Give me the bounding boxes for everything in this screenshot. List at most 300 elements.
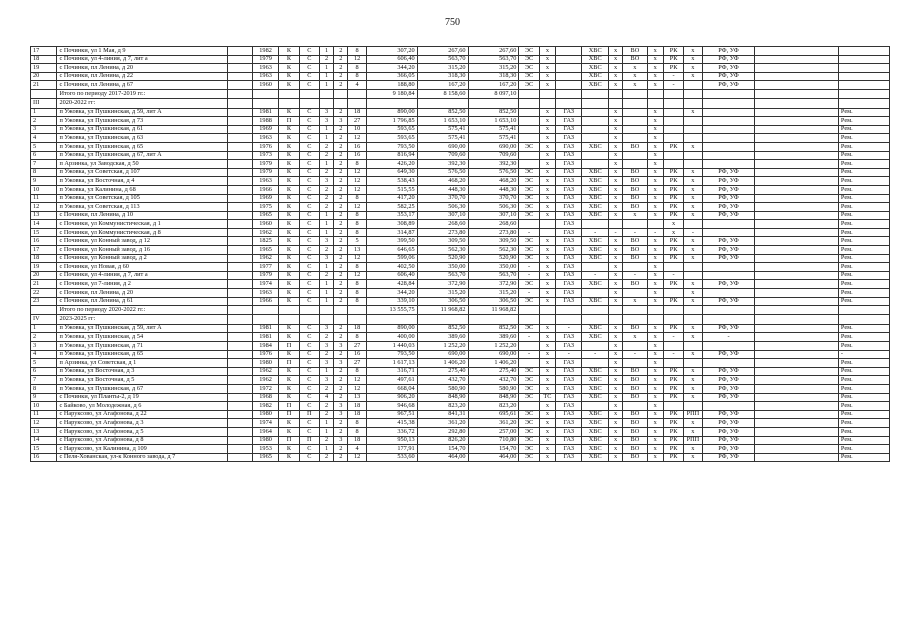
cell-drain-x: РПП <box>684 436 702 445</box>
cell-drain: РК <box>663 324 683 333</box>
cell-floors: 3 <box>334 410 348 419</box>
cell-wall-material: П <box>279 402 299 411</box>
cell-floors: 3 <box>334 436 348 445</box>
cell-entrances: 3 <box>320 117 334 126</box>
cell-type-mark <box>228 220 252 229</box>
cell-hot-water: х <box>608 194 622 203</box>
cell-year-built: 1982 <box>252 402 278 411</box>
cell-wall-material: К <box>279 280 299 289</box>
cell-sewerage: х <box>623 211 647 220</box>
cell-type-mark <box>228 376 252 385</box>
cell-drain-x <box>684 125 702 134</box>
cell-residential-area: 315,20 <box>468 64 519 73</box>
cell-row-number: 12 <box>31 419 57 428</box>
cell-cold-water: ХВС <box>582 453 608 462</box>
cell-residential-area: 154,70 <box>468 445 519 454</box>
cell-residential-area: 315,20 <box>468 289 519 298</box>
cell-repair: Рем. <box>838 445 889 454</box>
cell-wall-material: К <box>279 108 299 117</box>
cell-heating: х <box>539 280 555 289</box>
cell-empty <box>320 306 334 315</box>
cell-empty <box>519 306 539 315</box>
cell-drain-x: х <box>684 333 702 342</box>
cell-floors: 2 <box>334 211 348 220</box>
cell-repair <box>838 55 889 64</box>
table-row <box>31 445 890 454</box>
cell-year-built: 1962 <box>252 376 278 385</box>
cell-type-mark <box>228 297 252 306</box>
cell-wall-material: К <box>279 142 299 151</box>
cell-type-mark <box>228 427 252 436</box>
cell-roof-material: С <box>299 342 319 351</box>
cell-address: п Ужовка, ул Восточная, д 3 <box>57 367 228 376</box>
cell-empty <box>334 89 348 98</box>
cell-entrances: 2 <box>320 203 334 212</box>
cell-address: п Ужовка, ул Пушкинская, д 67 <box>57 384 228 393</box>
cell-sewerage <box>623 359 647 368</box>
cell-drain: РК <box>663 453 683 462</box>
cell-row-number: 11 <box>31 410 57 419</box>
cell-address: п Ужовка, ул Восточная, д 4 <box>57 177 228 186</box>
cell-drain: РК <box>663 142 683 151</box>
cell-electric: ЭС <box>519 254 539 263</box>
period-total-label: Итого по периоду 2017-2019 гг.: <box>57 89 228 98</box>
cell-address: п Ужовка, ул Пушкинская, д 59, лит А <box>57 324 228 333</box>
cell-extra <box>755 427 838 436</box>
cell-repair: Рем. <box>838 410 889 419</box>
cell-repair: Рем. <box>838 436 889 445</box>
cell-apartments: 18 <box>348 402 366 411</box>
period-section-row <box>31 314 890 324</box>
living-area-sum: 8 158,60 <box>417 89 468 98</box>
cell-total-area: 399,50 <box>366 237 417 246</box>
cell-type-mark <box>228 72 252 81</box>
cell-sewerage: ВО <box>623 237 647 246</box>
cell-drain-x: х <box>684 108 702 117</box>
cell-hot-water: х <box>608 47 622 56</box>
cell-floors: 2 <box>334 393 348 402</box>
cell-empty <box>663 306 683 315</box>
cell-entrances: 3 <box>320 342 334 351</box>
cell-residential-area: 350,00 <box>468 263 519 272</box>
cell-type-mark <box>228 254 252 263</box>
cell-repair: Рем. <box>838 168 889 177</box>
cell-extra <box>755 280 838 289</box>
cell-heating: х <box>539 81 555 90</box>
cell-drain-x: х <box>684 445 702 454</box>
cell-drain <box>663 342 683 351</box>
cell-apartments: 27 <box>348 117 366 126</box>
cell-type-mark <box>228 237 252 246</box>
cell-empty <box>334 306 348 315</box>
cell-sewer-x: х <box>647 125 663 134</box>
cell-cold-water: - <box>582 271 608 280</box>
cell-type-mark <box>228 289 252 298</box>
cell-empty <box>539 98 555 108</box>
cell-facade: РФ, УФ <box>702 384 755 393</box>
cell-wall-material: К <box>279 134 299 143</box>
cell-apartments: 12 <box>348 384 366 393</box>
cell-extra <box>755 350 838 359</box>
cell-cold-water <box>582 134 608 143</box>
cell-year-built: 1982 <box>252 47 278 56</box>
cell-empty <box>647 314 663 324</box>
cell-living-area: 576,50 <box>417 168 468 177</box>
cell-apartments: 12 <box>348 134 366 143</box>
cell-apartments: 18 <box>348 410 366 419</box>
cell-drain-x: - <box>684 228 702 237</box>
cell-residential-area: 520,90 <box>468 254 519 263</box>
cell-facade <box>702 228 755 237</box>
cell-drain: РК <box>663 384 683 393</box>
cell-empty <box>702 314 755 324</box>
cell-empty <box>539 306 555 315</box>
cell-heating: х <box>539 254 555 263</box>
cell-facade: РФ, УФ <box>702 376 755 385</box>
cell-living-area: 575,41 <box>417 134 468 143</box>
cell-row-number: 23 <box>31 297 57 306</box>
cell-sewerage <box>623 151 647 160</box>
cell-electric <box>519 160 539 169</box>
cell-repair: Рем. <box>838 333 889 342</box>
cell-wall-material: К <box>279 64 299 73</box>
cell-gas: ГАЗ <box>556 342 582 351</box>
cell-floors: 2 <box>334 81 348 90</box>
cell-sewer-x: х <box>647 289 663 298</box>
cell-drain-x <box>684 151 702 160</box>
cell-hot-water: х <box>608 237 622 246</box>
cell-floors: 2 <box>334 271 348 280</box>
cell-electric: ЭС <box>519 177 539 186</box>
cell-extra <box>755 384 838 393</box>
cell-residential-area: 392,30 <box>468 160 519 169</box>
cell-heating: х <box>539 203 555 212</box>
cell-floors: 2 <box>334 55 348 64</box>
cell-heating: х <box>539 55 555 64</box>
cell-residential-area: 710,80 <box>468 436 519 445</box>
cell-empty <box>755 98 838 108</box>
cell-type-mark <box>228 117 252 126</box>
cell-floors: 2 <box>334 419 348 428</box>
cell-entrances: 1 <box>320 445 334 454</box>
cell-facade: РФ, УФ <box>702 393 755 402</box>
cell-facade: РФ, УФ <box>702 55 755 64</box>
cell-drain: - <box>663 72 683 81</box>
cell-living-area: 464,00 <box>417 453 468 462</box>
cell-repair: Рем. <box>838 125 889 134</box>
page-number: 750 <box>445 17 460 28</box>
cell-hot-water: х <box>608 384 622 393</box>
cell-heating: х <box>539 211 555 220</box>
cell-roof-material: С <box>299 47 319 56</box>
cell-facade <box>702 142 755 151</box>
cell-address: п Ужовка, ул Пушкинская, д 65 <box>57 350 228 359</box>
cell-wall-material: К <box>279 263 299 272</box>
cell-heating: х <box>539 263 555 272</box>
cell-drain: РК <box>663 211 683 220</box>
cell-floors: 2 <box>334 177 348 186</box>
period-section-row <box>31 98 890 108</box>
cell-apartments: 8 <box>348 333 366 342</box>
cell-apartments: 8 <box>348 160 366 169</box>
cell-cold-water <box>582 160 608 169</box>
cell-repair: Рем. <box>838 254 889 263</box>
cell-total-area: 946,68 <box>366 402 417 411</box>
cell-floors: 2 <box>334 108 348 117</box>
cell-extra <box>755 393 838 402</box>
cell-total-area: 400,00 <box>366 333 417 342</box>
cell-sewer-x: х <box>647 410 663 419</box>
cell-empty <box>755 89 838 98</box>
cell-empty <box>623 306 647 315</box>
cell-row-number: 14 <box>31 436 57 445</box>
cell-cold-water: ХВС <box>582 436 608 445</box>
cell-sewerage: ВО <box>623 47 647 56</box>
cell-empty <box>299 98 319 108</box>
cell-repair: Рем. <box>838 324 889 333</box>
cell-drain: РК <box>663 427 683 436</box>
cell-facade: РФ, УФ <box>702 72 755 81</box>
cell-drain <box>663 151 683 160</box>
cell-facade: РФ, УФ <box>702 246 755 255</box>
cell-entrances: 1 <box>320 160 334 169</box>
cell-total-area: 950,13 <box>366 436 417 445</box>
cell-sewer-x: х <box>647 194 663 203</box>
cell-total-area: 344,20 <box>366 289 417 298</box>
table-row <box>31 55 890 64</box>
cell-cold-water: ХВС <box>582 254 608 263</box>
cell-sewerage: ВО <box>623 419 647 428</box>
cell-drain-x: х <box>684 142 702 151</box>
cell-facade <box>702 359 755 368</box>
cell-apartments: 12 <box>348 168 366 177</box>
cell-living-area: 154,70 <box>417 445 468 454</box>
cell-extra <box>755 419 838 428</box>
cell-floors: 2 <box>334 160 348 169</box>
cell-floors: 2 <box>334 134 348 143</box>
cell-hot-water: х <box>608 427 622 436</box>
cell-repair <box>838 81 889 90</box>
cell-extra <box>755 324 838 333</box>
cell-repair: Рем. <box>838 376 889 385</box>
cell-drain: - <box>663 81 683 90</box>
cell-heating: х <box>539 160 555 169</box>
cell-empty <box>519 89 539 98</box>
cell-facade: РФ, УФ <box>702 367 755 376</box>
table-row <box>31 211 890 220</box>
cell-entrances: 4 <box>320 393 334 402</box>
cell-empty <box>755 314 838 324</box>
cell-heating: х <box>539 72 555 81</box>
cell-sewerage: х <box>623 81 647 90</box>
cell-empty <box>608 98 622 108</box>
cell-empty <box>663 89 683 98</box>
cell-facade: РФ, УФ <box>702 436 755 445</box>
cell-drain <box>663 402 683 411</box>
cell-facade <box>702 263 755 272</box>
cell-entrances: 1 <box>320 367 334 376</box>
table-row <box>31 134 890 143</box>
cell-wall-material: К <box>279 211 299 220</box>
cell-gas: ГАЗ <box>556 220 582 229</box>
cell-cold-water <box>582 402 608 411</box>
cell-drain-x <box>684 271 702 280</box>
cell-empty <box>348 89 366 98</box>
cell-empty <box>228 98 252 108</box>
cell-row-number: 14 <box>31 220 57 229</box>
cell-entrances: 1 <box>320 297 334 306</box>
cell-residential-area: 318,30 <box>468 72 519 81</box>
cell-electric: ЭС <box>519 410 539 419</box>
cell-apartments: 5 <box>348 237 366 246</box>
table-row <box>31 185 890 194</box>
cell-entrances: 1 <box>320 134 334 143</box>
cell-extra <box>755 117 838 126</box>
cell-cold-water: ХВС <box>582 427 608 436</box>
cell-roof-material: С <box>299 402 319 411</box>
cell-row-number: 4 <box>31 350 57 359</box>
cell-wall-material: К <box>279 47 299 56</box>
cell-wall-material: К <box>279 160 299 169</box>
cell-sewer-x: х <box>647 142 663 151</box>
cell-roof-material: С <box>299 160 319 169</box>
cell-roof-material: С <box>299 271 319 280</box>
cell-wall-material: К <box>279 427 299 436</box>
cell-floors: 2 <box>334 228 348 237</box>
cell-repair: Рем. <box>838 177 889 186</box>
cell-year-built: 1988 <box>252 117 278 126</box>
cell-repair: Рем. <box>838 228 889 237</box>
cell-roof-material: С <box>299 280 319 289</box>
cell-empty <box>299 306 319 315</box>
cell-apartments: 18 <box>348 436 366 445</box>
cell-extra <box>755 177 838 186</box>
cell-row-number <box>31 89 57 98</box>
cell-hot-water: х <box>608 333 622 342</box>
cell-empty <box>838 306 889 315</box>
cell-address: с Починки, ул Конный завод, д 2 <box>57 254 228 263</box>
cell-empty <box>684 89 702 98</box>
cell-electric: ЭС <box>519 367 539 376</box>
cell-electric: ЭС <box>519 237 539 246</box>
cell-residential-area: 257,00 <box>468 427 519 436</box>
cell-apartments: 18 <box>348 324 366 333</box>
cell-electric <box>519 359 539 368</box>
cell-wall-material: К <box>279 445 299 454</box>
cell-sewer-x: х <box>647 72 663 81</box>
cell-electric: ЭС <box>519 55 539 64</box>
cell-heating <box>539 220 555 229</box>
cell-living-area: 563,70 <box>417 271 468 280</box>
cell-heating: х <box>539 134 555 143</box>
cell-living-area: 292,80 <box>417 427 468 436</box>
cell-wall-material: К <box>279 367 299 376</box>
cell-empty <box>299 89 319 98</box>
cell-repair: Рем. <box>838 194 889 203</box>
table-row <box>31 350 890 359</box>
cell-hot-water: х <box>608 271 622 280</box>
cell-facade: РФ, УФ <box>702 185 755 194</box>
cell-drain <box>663 359 683 368</box>
cell-apartments: 8 <box>348 297 366 306</box>
cell-living-area: 350,00 <box>417 263 468 272</box>
cell-gas: ГАЗ <box>556 271 582 280</box>
cell-repair: Рем. <box>838 185 889 194</box>
cell-repair: Рем. <box>838 108 889 117</box>
cell-address: с Наруксово, ул Калинина, д 109 <box>57 445 228 454</box>
cell-cold-water: - <box>582 350 608 359</box>
cell-entrances: 2 <box>320 350 334 359</box>
cell-hot-water: х <box>608 246 622 255</box>
cell-apartments: 8 <box>348 427 366 436</box>
table-row <box>31 47 890 56</box>
cell-row-number: 19 <box>31 64 57 73</box>
cell-extra <box>755 220 838 229</box>
cell-hot-water: х <box>608 280 622 289</box>
table-row <box>31 263 890 272</box>
cell-entrances: 2 <box>320 410 334 419</box>
cell-facade <box>702 342 755 351</box>
cell-electric <box>519 220 539 229</box>
cell-roof-material: С <box>299 194 319 203</box>
cell-empty <box>539 89 555 98</box>
cell-residential-area: 1 406,20 <box>468 359 519 368</box>
cell-heating: х <box>539 367 555 376</box>
cell-total-area: 428,84 <box>366 280 417 289</box>
cell-type-mark <box>228 359 252 368</box>
cell-row-number: 19 <box>31 263 57 272</box>
cell-gas: ГАЗ <box>556 160 582 169</box>
cell-repair: Рем. <box>838 263 889 272</box>
cell-year-built: 1981 <box>252 333 278 342</box>
cell-year-built: 1976 <box>252 142 278 151</box>
cell-empty <box>647 306 663 315</box>
cell-extra <box>755 72 838 81</box>
cell-facade: РФ, УФ <box>702 194 755 203</box>
cell-roof-material: С <box>299 228 319 237</box>
cell-cold-water <box>582 263 608 272</box>
cell-total-area: 177,91 <box>366 445 417 454</box>
cell-address: с Наруксово, ул Агафонова, д 3 <box>57 419 228 428</box>
cell-sewer-x: х <box>647 81 663 90</box>
cell-roof-material: С <box>299 55 319 64</box>
cell-cold-water: ХВС <box>582 410 608 419</box>
cell-gas: ГАЗ <box>556 297 582 306</box>
cell-type-mark <box>228 410 252 419</box>
cell-sewer-x: х <box>647 297 663 306</box>
cell-row-number: 6 <box>31 367 57 376</box>
cell-year-built: 1980 <box>252 410 278 419</box>
cell-empty <box>279 98 299 108</box>
cell-living-area: 370,70 <box>417 194 468 203</box>
cell-hot-water: х <box>608 203 622 212</box>
cell-empty <box>279 89 299 98</box>
section-label: 2020-2022 гг: <box>57 98 228 108</box>
housing-register-table <box>30 46 890 462</box>
cell-entrances: 3 <box>320 254 334 263</box>
cell-electric: ЭС <box>519 280 539 289</box>
table-row <box>31 220 890 229</box>
cell-type-mark <box>228 185 252 194</box>
cell-drain-x <box>684 359 702 368</box>
cell-floors: 2 <box>334 151 348 160</box>
cell-drain-x: х <box>684 64 702 73</box>
cell-entrances: 1 <box>320 47 334 56</box>
cell-total-area: 1 796,85 <box>366 117 417 126</box>
cell-electric: ЭС <box>519 72 539 81</box>
cell-electric: ЭС <box>519 185 539 194</box>
cell-wall-material: П <box>279 117 299 126</box>
